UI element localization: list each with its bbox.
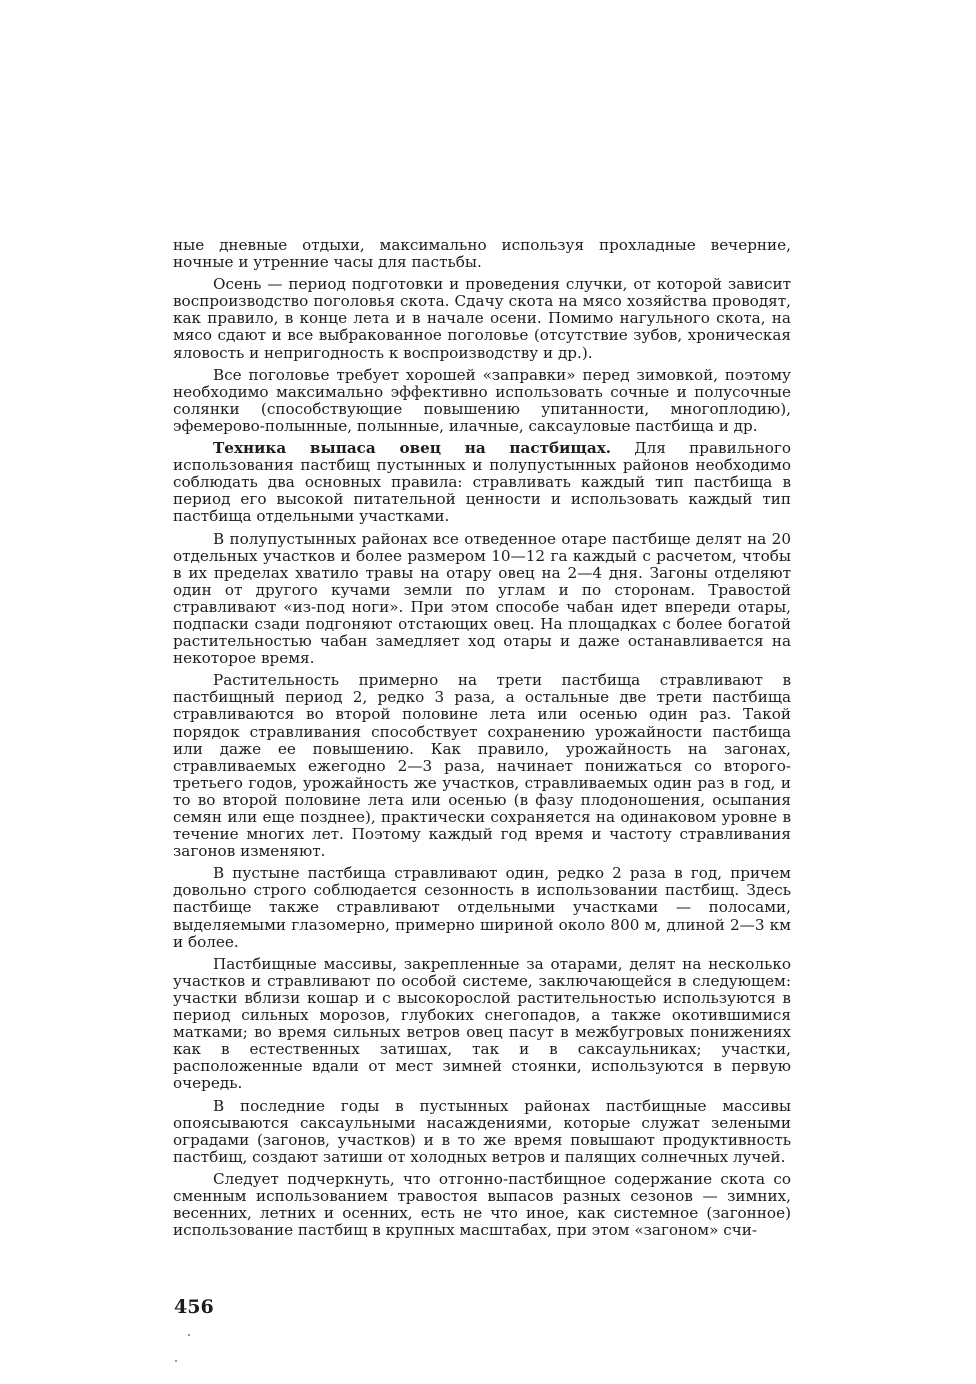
paragraph-5-text: В полупустынных районах все отведенное отаре пастбище делят на 20 отдельных участков и более размером 10—12 га каждый с расчетом, чтобы в их пределах хватило травы на отару овец на 2—4 дня. Загоны отделяют один от другого кучами земли по углам и по сторонам. Травостой стравливают «из-под ноги». При этом способе чабан идет впереди отары, подпаски сзади подгоняют отстающих овец. На площадках с более богатой растительностью чабан замедляет ход отары и даже останавливается на некоторое время. <box>173 529 791 668</box>
paragraph-3 <box>173 367 791 435</box>
body-text <box>173 237 791 1244</box>
paragraph-3-text: Все поголовье требует хорошей «заправки» перед зимовкой, поэтому необходимо максимально эффективно использовать сочные и полусочные солянки (способствующие повышению упитанности, многоплодию), эфемерово-полынные, полынные, илачные, саксауловые пастбища и др. <box>173 365 791 435</box>
paragraph-5 <box>173 531 791 668</box>
paragraph-10-text: Следует подчеркнуть, что отгонно-пастбищное содержание скота со сменным использованием травостоя выпасов разных сезонов — зимних, весенних, летних и осенних, есть не что иное, как системное (загонное) использование пастбищ в крупных масштабах, при этом «загоном» счи- <box>173 1169 791 1240</box>
paragraph-8 <box>173 956 791 1093</box>
scan-speck <box>188 1334 190 1336</box>
paragraph-7-text: В пустыне пастбища стравливают один, редко 2 раза в год, причем довольно строго соблюдается сезонность в использовании пастбищ. Здесь пастбище также стравливают отдельными участками — полосами, выделяемыми глазомерно, примерно шириной около 800 м, длиной 2—3 км и более. <box>173 864 791 951</box>
paragraph-6 <box>173 672 791 860</box>
paragraph-10 <box>173 1171 791 1239</box>
paragraph-7 <box>173 865 791 950</box>
paragraph-1 <box>173 237 791 271</box>
scan-speck <box>175 1360 177 1362</box>
paragraph-1-text: ные дневные отдыхи, максимально используя прохладные вечерние, ночные и утренние часы для пастьбы. <box>173 236 791 272</box>
paragraph-8-text: Пастбищные массивы, закрепленные за отарами, делят на несколько участков и стравливают по особой системе, заключающейся в следующем: участки вблизи кошар и с высокорослой растительностью используются в период сильных морозов, глубоких снегопадов, а также окотившимися матками; во время сильных ветров овец пасут в межбугровых понижениях как в естественных затишах, так и в саксаульниках; участки, расположенные вдали от мест зимней стоянки, используются в первую очередь. <box>173 954 791 1093</box>
paragraph-6-text: Растительность примерно на трети пастбища стравливают в пастбищный период 2, редко 3 раза, а остальные две трети пастбища стравливаются во второй половине лета или осенью один раз. Такой порядок стравливания способствует сохранению урожайности пастбища или даже ее повышению. Как правило, урожайность на загонах, стравливаемых ежегодно 2—3 раза, начинает понижаться со второго-третьего годов, урожайность же участков, стравливаемых один раз в год, и то во второй половине лета или осенью (в фазу плодоношения, осыпания семян или еще позднее), практически сохраняется на одинаковом уровне в течение многих лет. Поэтому каждый год время и частоту стравливания загонов изменяют. <box>173 671 791 861</box>
paragraph-4 <box>173 440 791 525</box>
paragraph-9-text: В последние годы в пустынных районах пастбищные массивы опоясываются саксаульными насаждениями, которые служат зелеными оградами (загонов, участков) и в то же время повышают продуктивность пастбищ, создают затиши от холодных ветров и палящих солнечных лучей. <box>173 1096 791 1166</box>
paragraph-2-text: Осень — период подготовки и проведения случки, от которой зависит воспроизводство поголовья скота. Сдачу скота на мясо хозяйства проводят, как правило, в конце лета и в начале осени. Помимо нагульного скота, на мясо сдают и все выбракованное поголовье (отсутствие зубов, хроническая яловость и непригодность к воспроизводству и др.). <box>173 275 791 362</box>
paragraph-4-heading: Техника выпаса овец на пастбищах. <box>213 439 612 458</box>
paragraph-9 <box>173 1098 791 1166</box>
paragraph-2 <box>173 276 791 361</box>
page-number: 456 <box>174 1296 214 1318</box>
paragraph-4-text: Для правильного использования пастбищ пустынных и полупустынных районов необходимо соблюдать два основных правила: стравливать каждый тип пастбища в период его высокой питательной ценности и использовать каждый тип пастбища отдельными участками. <box>173 439 791 526</box>
